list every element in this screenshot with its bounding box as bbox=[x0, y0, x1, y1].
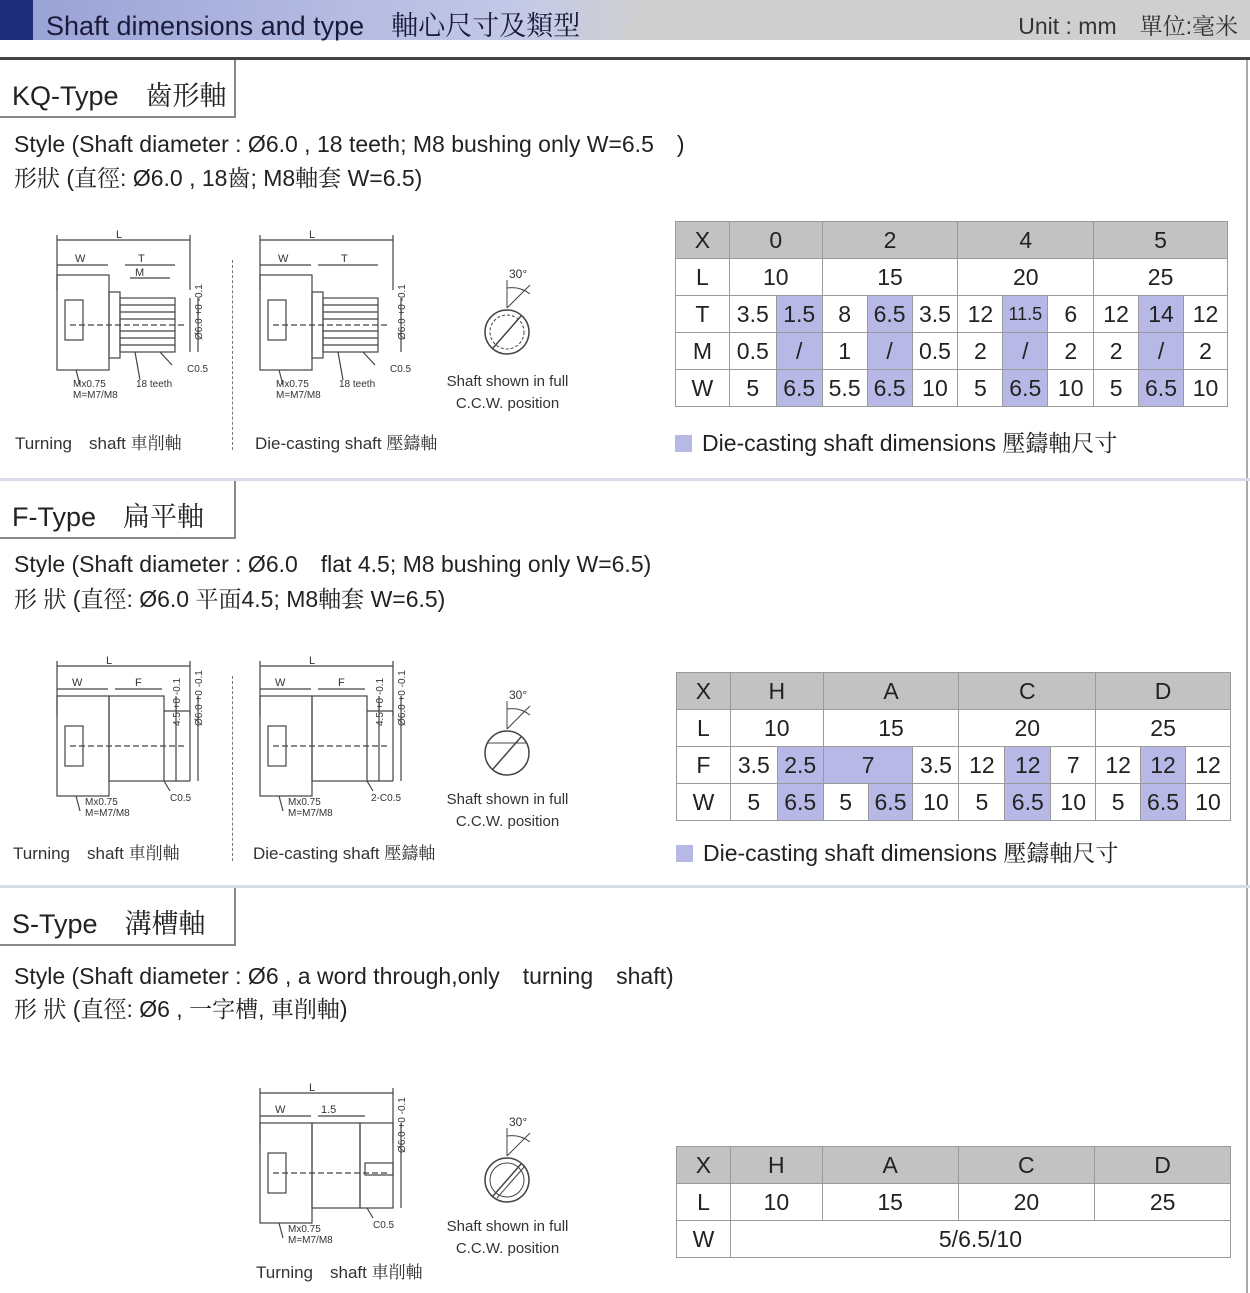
s-t-dim-15: 1.5 bbox=[321, 1104, 337, 1116]
kq-t-dim-m: M bbox=[135, 267, 145, 279]
s-t-mx: Mx0.75 bbox=[288, 1224, 321, 1235]
f-d-dim-dia: Ø6.0 +0 -0.1 bbox=[397, 670, 408, 726]
s-t-dim-l: L bbox=[309, 1082, 316, 1094]
f-d-dim-w: W bbox=[275, 677, 286, 689]
s-t-c05: C0.5 bbox=[373, 1220, 395, 1231]
f-style-en: Style (Shaft diameter : Ø6.0 flat 4.5; M8 bushing only W=6.5) bbox=[14, 551, 652, 577]
kq-d-mx: Mx0.75 bbox=[276, 379, 309, 390]
kq-angle-label: 30° bbox=[509, 267, 528, 281]
f-ccw-caption: Shaft shown in full C.C.W. position bbox=[446, 791, 569, 830]
kq-t-mx: Mx0.75 bbox=[73, 379, 106, 390]
kq-t-dim-t: T bbox=[138, 253, 145, 265]
kq-die-caption: Die-casting shaft 壓鑄軸 bbox=[255, 434, 438, 453]
header-accent bbox=[0, 0, 33, 40]
table-row: W 5/6.5/10 bbox=[677, 1221, 1231, 1258]
table-row: T 3.5 1.5 8 6.5 3.5 12 11.5 6 12 14 12 bbox=[676, 296, 1228, 333]
f-d-dim-l: L bbox=[309, 655, 316, 667]
kq-d-dim-t: T bbox=[341, 253, 348, 265]
kq-turning-drawing bbox=[40, 230, 220, 400]
kq-legend: Die-casting shaft dimensions 壓鑄軸尺寸 bbox=[675, 425, 1117, 458]
table-row: M 0.5 / 1 / 0.5 2 / 2 2 / 2 bbox=[676, 333, 1228, 370]
kq-style-zh: 形狀 (直徑: Ø6.0 , 18齒; M8軸套 W=6.5) bbox=[14, 165, 423, 191]
table-row: F 3.5 2.5 7 3.5 12 12 7 12 12 12 bbox=[677, 747, 1231, 784]
s-style-zh: 形 狀 (直徑: Ø6 , 一字槽, 車削軸) bbox=[14, 996, 348, 1022]
kq-t-teeth: 18 teeth bbox=[136, 379, 173, 390]
s-t-dim-w: W bbox=[275, 1104, 286, 1116]
f-d-mx: Mx0.75 bbox=[288, 797, 321, 808]
f-d-dim-f: F bbox=[338, 677, 345, 689]
f-d-dim-flat: 4.5 +0 -0.1 bbox=[375, 677, 386, 726]
kq-t-m78: M=M7/M8 bbox=[73, 390, 118, 401]
s-turning-caption: Turning shaft 車削軸 bbox=[256, 1263, 423, 1282]
page-title: Shaft dimensions and type 軸心尺寸及類型 bbox=[46, 11, 581, 41]
table-row: X H A C D bbox=[677, 1147, 1231, 1184]
table-row: W 5 6.5 5.5 6.5 10 5 6.5 10 5 6.5 10 bbox=[676, 370, 1228, 407]
table-row: X 0 2 4 5 bbox=[676, 222, 1228, 259]
kq-dimension-table bbox=[675, 221, 1228, 407]
kq-type-tab: KQ-Type 齒形軸 bbox=[0, 60, 236, 118]
f-t-m78: M=M7/M8 bbox=[85, 808, 130, 819]
kq-t-dim-dia: Ø6.0 +0 -0.1 bbox=[194, 284, 205, 340]
s-style-en: Style (Shaft diameter : Ø6 , a word through,only turning shaft) bbox=[14, 963, 674, 989]
kq-d-dim-dia: Ø6.0 +0 -0.1 bbox=[397, 284, 408, 340]
kq-t-dim-w: W bbox=[75, 253, 86, 265]
s-t-dim-dia: Ø6.0 +0 -0.1 bbox=[397, 1097, 408, 1153]
kq-d-m78: M=M7/M8 bbox=[276, 390, 321, 401]
f-t-c05: C0.5 bbox=[170, 793, 192, 804]
f-t-dim-f: F bbox=[135, 677, 142, 689]
legend-swatch bbox=[676, 845, 693, 862]
table-row: X H A C D bbox=[677, 673, 1231, 710]
f-turning-drawing bbox=[40, 656, 220, 826]
f-d-2c05: 2-C0.5 bbox=[371, 793, 402, 804]
kq-turning-caption: Turning shaft 車削軸 bbox=[15, 434, 182, 453]
s-dimension-table bbox=[676, 1146, 1231, 1258]
table-row: L 10 15 20 25 bbox=[676, 259, 1228, 296]
s-angle-label: 30° bbox=[509, 1115, 528, 1129]
legend-swatch bbox=[675, 435, 692, 452]
f-die-caption: Die-casting shaft 壓鑄軸 bbox=[253, 844, 436, 863]
kq-die-drawing bbox=[243, 230, 423, 400]
kq-type-section bbox=[0, 60, 1250, 478]
s-ccw-caption: Shaft shown in full C.C.W. position bbox=[446, 1218, 569, 1257]
kq-d-dim-w: W bbox=[278, 253, 289, 265]
kq-d-c05: C0.5 bbox=[390, 364, 412, 375]
kq-style-en: Style (Shaft diameter : Ø6.0 , 18 teeth; M8 bushing only W=6.5 ) bbox=[14, 131, 685, 157]
s-turning-drawing bbox=[243, 1083, 423, 1253]
table-row: L 10 15 20 25 bbox=[677, 1184, 1231, 1221]
s-type-section bbox=[0, 888, 1250, 1293]
page-header bbox=[0, 0, 1250, 40]
f-rotation-icon bbox=[475, 681, 545, 791]
f-divider bbox=[232, 676, 233, 861]
kq-t-c05: C0.5 bbox=[187, 364, 209, 375]
f-d-m78: M=M7/M8 bbox=[288, 808, 333, 819]
s-t-m78: M=M7/M8 bbox=[288, 1235, 333, 1246]
f-t-dim-w: W bbox=[72, 677, 83, 689]
f-t-dim-l: L bbox=[106, 655, 113, 667]
kq-d-dim-l: L bbox=[309, 229, 316, 241]
f-turning-caption: Turning shaft 車削軸 bbox=[13, 844, 180, 863]
kq-d-teeth: 18 teeth bbox=[339, 379, 376, 390]
f-dimension-table bbox=[676, 672, 1231, 821]
kq-divider bbox=[232, 260, 233, 450]
f-t-mx: Mx0.75 bbox=[85, 797, 118, 808]
kq-t-dim-l: L bbox=[116, 229, 123, 241]
f-t-dim-dia: Ø6.0 +0 -0.1 bbox=[194, 670, 205, 726]
f-t-dim-flat: 4.5 +0 -0.1 bbox=[172, 677, 183, 726]
kq-rotation-icon bbox=[475, 260, 545, 370]
kq-ccw-caption: Shaft shown in full C.C.W. position bbox=[446, 373, 569, 412]
s-type-tab: S-Type 溝槽軸 bbox=[0, 888, 236, 946]
f-die-drawing bbox=[243, 656, 423, 826]
f-style-zh: 形 狀 (直徑: Ø6.0 平面4.5; M8軸套 W=6.5) bbox=[14, 586, 446, 612]
table-row: W 5 6.5 5 6.5 10 5 6.5 10 5 6.5 10 bbox=[677, 784, 1231, 821]
unit-label: Unit : mm 單位:毫米 bbox=[1018, 13, 1238, 39]
f-legend: Die-casting shaft dimensions 壓鑄軸尺寸 bbox=[676, 835, 1118, 868]
f-angle-label: 30° bbox=[509, 688, 528, 702]
s-rotation-icon bbox=[475, 1108, 545, 1218]
f-type-section bbox=[0, 481, 1250, 885]
f-type-tab: F-Type 扁平軸 bbox=[0, 481, 236, 539]
table-row: L 10 15 20 25 bbox=[677, 710, 1231, 747]
